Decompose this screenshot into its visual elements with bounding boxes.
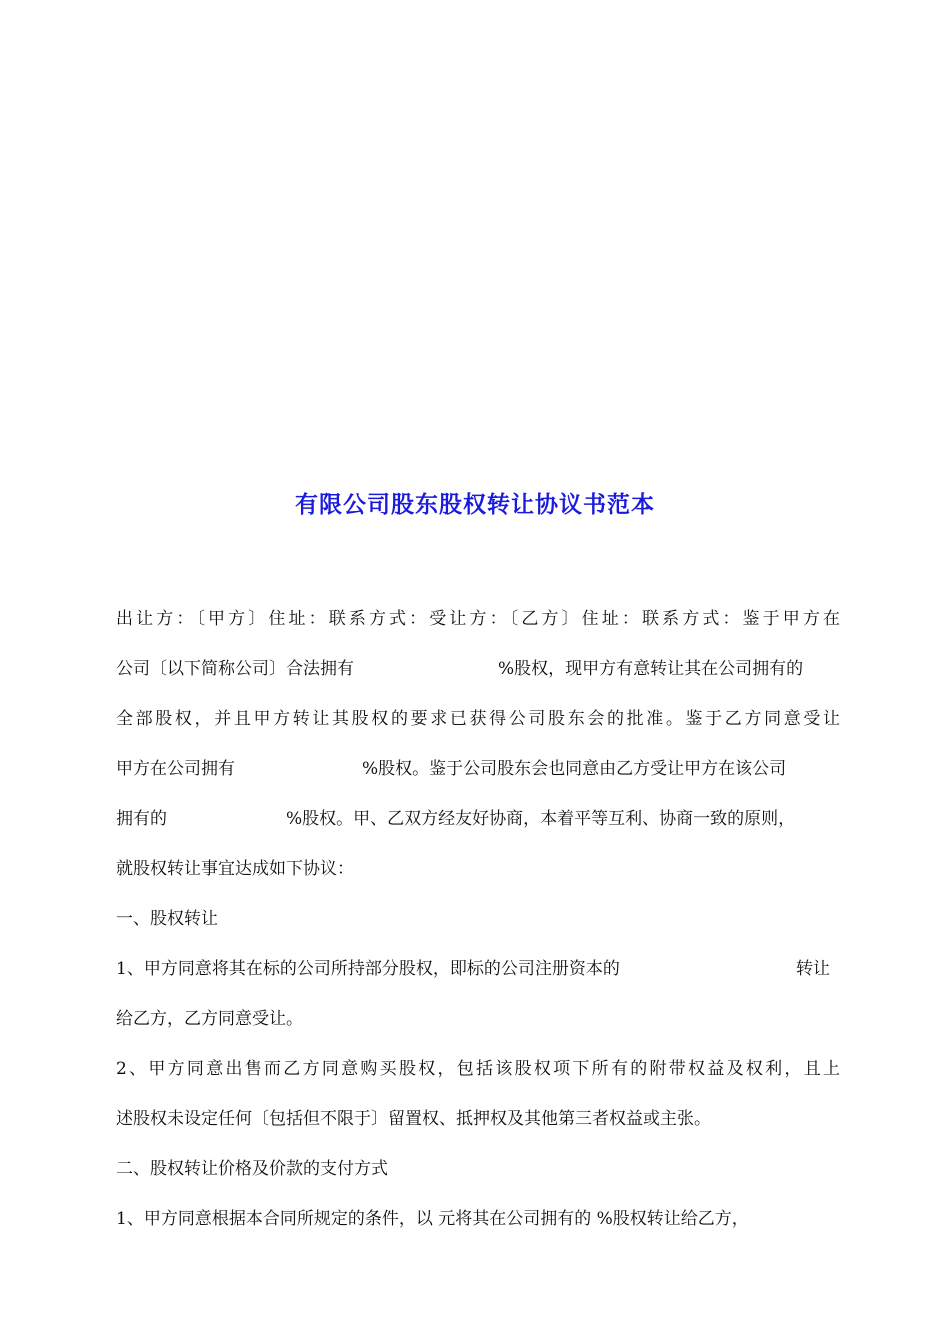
- paragraph-line: 出让方：〔甲方〕住址：联系方式：受让方：〔乙方〕住址：联系方式：鉴于甲方在: [116, 609, 840, 629]
- paragraph-line: 1、甲方同意根据本合同所规定的条件，以 元将其在公司拥有的 %股权转让给乙方，: [116, 1209, 749, 1229]
- paragraph-line: 给乙方，乙方同意受让。: [116, 1009, 303, 1029]
- text-segment: 公司〔以下简称公司〕合法拥有: [116, 659, 354, 679]
- text-segment: 拥有的: [116, 809, 167, 829]
- paragraph-line: [116, 957, 840, 981]
- paragraph-line: 2、甲方同意出售而乙方同意购买股权，包括该股权项下所有的附带权益及权利，且上: [116, 1059, 840, 1079]
- text-segment: %股权，现甲方有意转让其在公司拥有的: [498, 659, 804, 679]
- paragraph-line: [116, 657, 840, 681]
- paragraph-line: 全部股权，并且甲方转让其股权的要求已获得公司股东会的批准。鉴于乙方同意受让: [116, 709, 840, 729]
- text-segment: %股权。甲、乙双方经友好协商，本着平等互利、协商一致的原则，: [286, 809, 796, 829]
- text-segment: %股权。鉴于公司股东会也同意由乙方受让甲方在该公司: [362, 759, 787, 779]
- text-segment: 甲方在公司拥有: [116, 759, 235, 779]
- text-segment: 转让: [796, 959, 830, 979]
- section-heading: 一、股权转让: [116, 909, 218, 929]
- text-segment: 1、甲方同意将其在标的公司所持部分股权，即标的公司注册资本的: [116, 959, 620, 979]
- paragraph-line: [116, 757, 840, 781]
- document-title: 有限公司股东股权转让协议书范本: [295, 492, 655, 518]
- section-heading: 二、股权转让价格及价款的支付方式: [116, 1159, 388, 1179]
- paragraph-line: [116, 807, 840, 831]
- paragraph-line: 述股权未设定任何〔包括但不限于〕留置权、抵押权及其他第三者权益或主张。: [116, 1109, 711, 1129]
- paragraph-line: 就股权转让事宜达成如下协议：: [116, 859, 354, 879]
